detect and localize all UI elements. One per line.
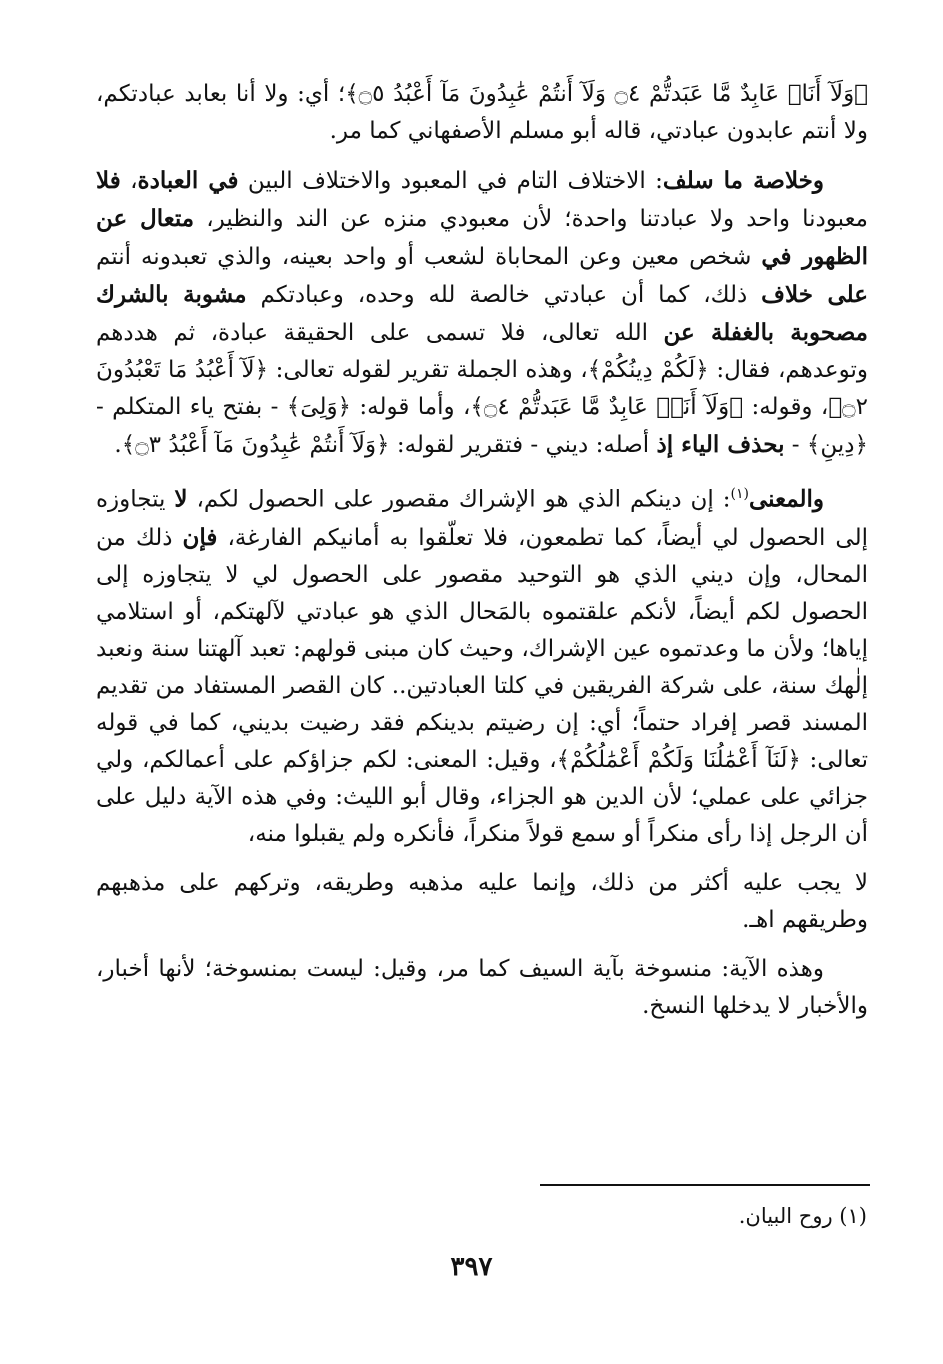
text-segment: الله تعالى، فلا تسمى على الحقيقة عبادة، ثم هددهم وتوعدهم، فقال: ﴿لَكُمْ دِينُكُمْ﴾، وهذه الجملة تقرير لقوله تعالى: ﴿لَآ أَعْبُدُ مَا تَعْبُدُونَ ۝٢﴾، وقوله: ﴿وَلَآ أَنَا۠ عَابِدٌ مَّا عَبَدتُّمْ ۝٤﴾، وأما قوله: ﴿وَلِىَ﴾ - بفتح ياء المتكلم - ﴿دِينِ﴾ - [96, 320, 868, 458]
bold-segment: فلا [96, 167, 121, 194]
text-segment: لا يجب عليه أكثر من ذلك، وإنما عليه مذهبه وطريقه، وتركهم على مذهبهم وطريقهم اهـ. [96, 869, 868, 933]
text-segment: ذلك، كما أن عبادتي خالصة لله وحده، وعبادتكم [246, 282, 762, 308]
bold-segment: بحذف الياء إذ [656, 431, 785, 458]
bold-segment: مشوبة بالشرك مصحوبة بالغفلة عن [96, 281, 868, 346]
text-segment: يتجاوزه إلى الحصول لي أيضاً، كما تطمعون، فلا تعلّقوا به أمانيكم الفارغة، [96, 486, 868, 551]
text-segment: ؛ أي: ولا أنا بعابد عبادتكم، ولا أنتم عابدون عبادتي، قاله أبو مسلم الأصفهاني كما مر. [96, 81, 868, 144]
bold-heading: والمعنى [748, 485, 824, 513]
text-segment: : الاختلاف التام في المعبود والاختلاف البين [238, 168, 663, 194]
bold-segment: في العبادة [137, 167, 239, 194]
text-segment: معبودنا واحد ولا عبادتنا واحدة؛ لأن معبودي منزه عن الند والنظير، [194, 206, 868, 232]
text-segment: وهذه الآية: منسوخة بآية السيف كما مر، وقيل: ليست بمنسوخة؛ لأنها أخبار، والأخبار لا يدخلها النسخ. [96, 955, 868, 1019]
text-segment: ، [120, 168, 138, 194]
paragraph-5 [96, 951, 868, 1025]
text-segment: أصله: ديني - فتقرير لقوله: ﴿وَلَآ أَنتُمْ عَٰبِدُونَ مَآ أَعْبُدُ ۝٣﴾. [114, 432, 657, 458]
paragraph-3 [96, 476, 868, 853]
paragraph-1 [96, 76, 868, 150]
paragraph-2 [96, 162, 868, 464]
footnote-divider [540, 1184, 870, 1186]
footnote-marker: (١) [730, 486, 749, 502]
paragraph-4 [96, 865, 868, 939]
footnote: (١) روح البيان. [738, 1204, 867, 1228]
bold-segment: على خلاف [761, 281, 868, 308]
bold-heading: وخلاصة ما سلف [662, 167, 824, 194]
text-segment: ذلك من المحال، وإن ديني الذي هو التوحيد مقصور على الحصول لي لا يتجاوزه إلى الحصول لكم أيضاً، لأنكم علقتموه بالمَحال الذي هو عبادتي لآلهتكم، أو استلامي إياها؛ ولأن ما وعدتموه عين الإشراك، وحيث كان مبنى قولهم: تعبد آلهتنا سنة ونعبد إلٰهك سنة، على شركة الفريقين في كلتا العبادتين.. كان القصر المستفاد من تقديم المسند قصر إفراد حتماً؛ أي: إن رضيتم بدينكم فقد رضيت بديني، كما في قوله تعالى: ﴿لَنَآ أَعْمَٰلُنَا وَلَكُمْ أَعْمَٰلُكُمْ﴾، وقيل: المعنى: لكم جزاؤكم على أعمالكم، ولي جزائي على عملي؛ لأن الدين هو الجزاء، وقال أبو الليث: وفي هذه الآية دليل على أن الرجل إذا رأى منكراً أو سمع قولاً منكراً، فأنكره ولم يقبلوا منه، [96, 524, 868, 847]
text-segment: شخص معين وعن المحاباة لشعب أو واحد بعينه، والذي تعبدونه أنتم [96, 244, 762, 270]
bold-segment: فإن [182, 523, 218, 551]
quran-verse: ﴿وَلَآ أَنَا۠ عَابِدٌ مَّا عَبَدتُّمْ ۝٤ وَلَآ أَنتُمْ عَٰبِدُونَ مَآ أَعْبُدُ ۝٥﴾ [345, 81, 868, 107]
bold-segment: متعال عن الظهور في [96, 205, 868, 270]
text-segment: : إن دينكم الذي هو الإشراك مقصور على الحصول لكم، [187, 486, 731, 513]
page-body [96, 76, 868, 1037]
page-number: ٣٩٧ [450, 1252, 493, 1282]
bold-segment: لا [174, 485, 188, 513]
